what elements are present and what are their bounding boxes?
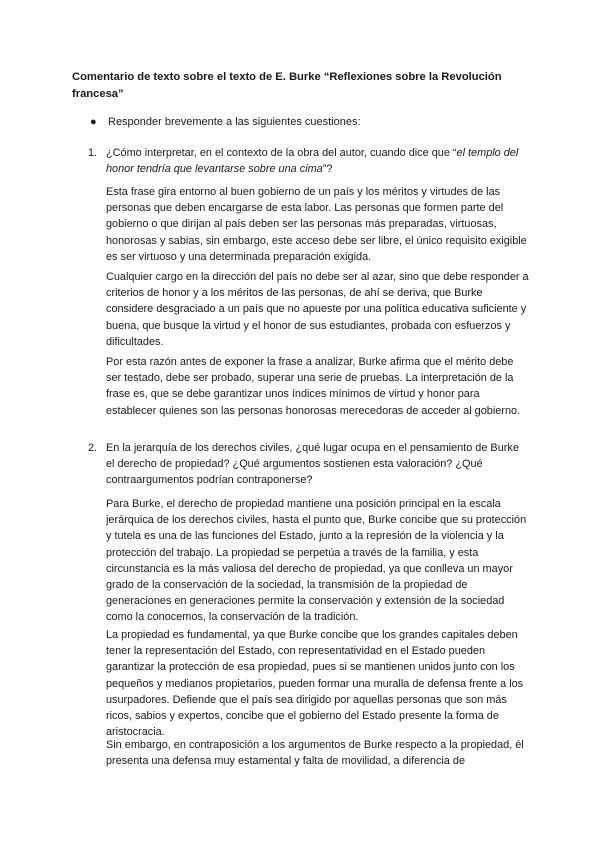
question-1 [88,145,528,177]
answer-1-paragraph-3: Por esta razón antes de exponer la frase a analizar, Burke afirma que el mérito debe ser testado, debe ser probado, superar una serie de pruebas. La interpretación de la frase es, que se debe garantizar unos índices mínimos de virtud y honor para establecer quienes son las personas honorosas merecedoras de acceder al gobierno. [106,356,521,417]
answer-1-paragraph-2: Cualquier cargo en la dirección del país no debe ser al azar, sino que debe responder a criterios de honor y a los méritos de las personas, de ahí se deriva, que Burke considere desgraciado a un país que no apueste por una política educativa suficiente y buena, que busque la virtud y el honor de sus estudiantes, probada con esfuerzos y dificultades. [106,271,529,348]
question-1-text-before: ¿Cómo interpretar, en el contexto de la obra del autor, cuando dice que “ [106,147,457,159]
answer-2-paragraph-2: La propiedad es fundamental, ya que Burke concibe que los grandes capitales deben tener la representación del Estado, con representatividad en el Estado pueden garantizar la protección de esa propiedad, pues si se mantienen unidos junto con los pequeños y medianos propietarios, pueden formar una muralla de defensa frente a los usurpadores. Defiende que el país sea dirigido por aquellas personas que son más ricos, sabios y expertos, concibe que el gobierno del Estado presente la forma de aristocracia. [106,629,524,739]
bullet-icon: ● [90,116,97,128]
question-2 [88,440,528,488]
question-1-text [106,145,528,177]
question-2-number: 2. [88,442,98,454]
answer-2-paragraph-3: Sin embargo, en contraposición a los argumentos de Burke respecto a la propiedad, él presenta una defensa muy estamental y falta de movilidad, a diferencia de [106,739,524,768]
question-1-text-after: ”? [322,163,333,175]
answer-1-paragraph-1: Esta frase gira entorno al buen gobierno de un país y los méritos y virtudes de las personas que deben encargarse de esta labor. Las personas que formen parte del gobierno o que dirijan al país deben ser las personas más preparadas, virtuosas, honorosas y sabias, sin embargo, este acceso debe ser libre, el único requisito exigible es ser virtuoso y una determinada preparación exigida. [106,186,527,263]
answer-2-paragraph-1: Para Burke, el derecho de propiedad mantiene una posición principal en la escala jerárquica de los derechos civiles, hasta el punto que, Burke concibe que su protección y tutela es una de las funciones del Estado, junto a la represión de la violencia y la protección del trabajo. La propiedad se perpetúa a través de la familia, y esta circunstancia es la más valiosa del derecho de propiedad, ya que conlleva un mayor grado de la conservación de la sociedad, la transmisión de la propiedad de generaciones en generaciones permite la conservación y extensión de la sociedad como la conocemos, la conservación de la tradición. [106,498,527,624]
question-1-number: 1. [88,147,98,159]
document-title: Comentario de texto sobre el texto de E. Burke “Reflexiones sobre la Revolución francesa” [72,71,502,100]
question-2-text: En la jerarquía de los derechos civiles, ¿qué lugar ocupa en el pensamiento de Burke el derecho de propiedad? ¿Qué argumentos sostienen esta valoración? ¿Qué contraargumentos podrían contraponerse? [106,442,519,486]
question-1-quote: el templo del honor tendría que levantarse sobre una cima [106,147,519,175]
instruction-text: Responder brevemente a las siguientes cuestiones: [108,116,361,128]
